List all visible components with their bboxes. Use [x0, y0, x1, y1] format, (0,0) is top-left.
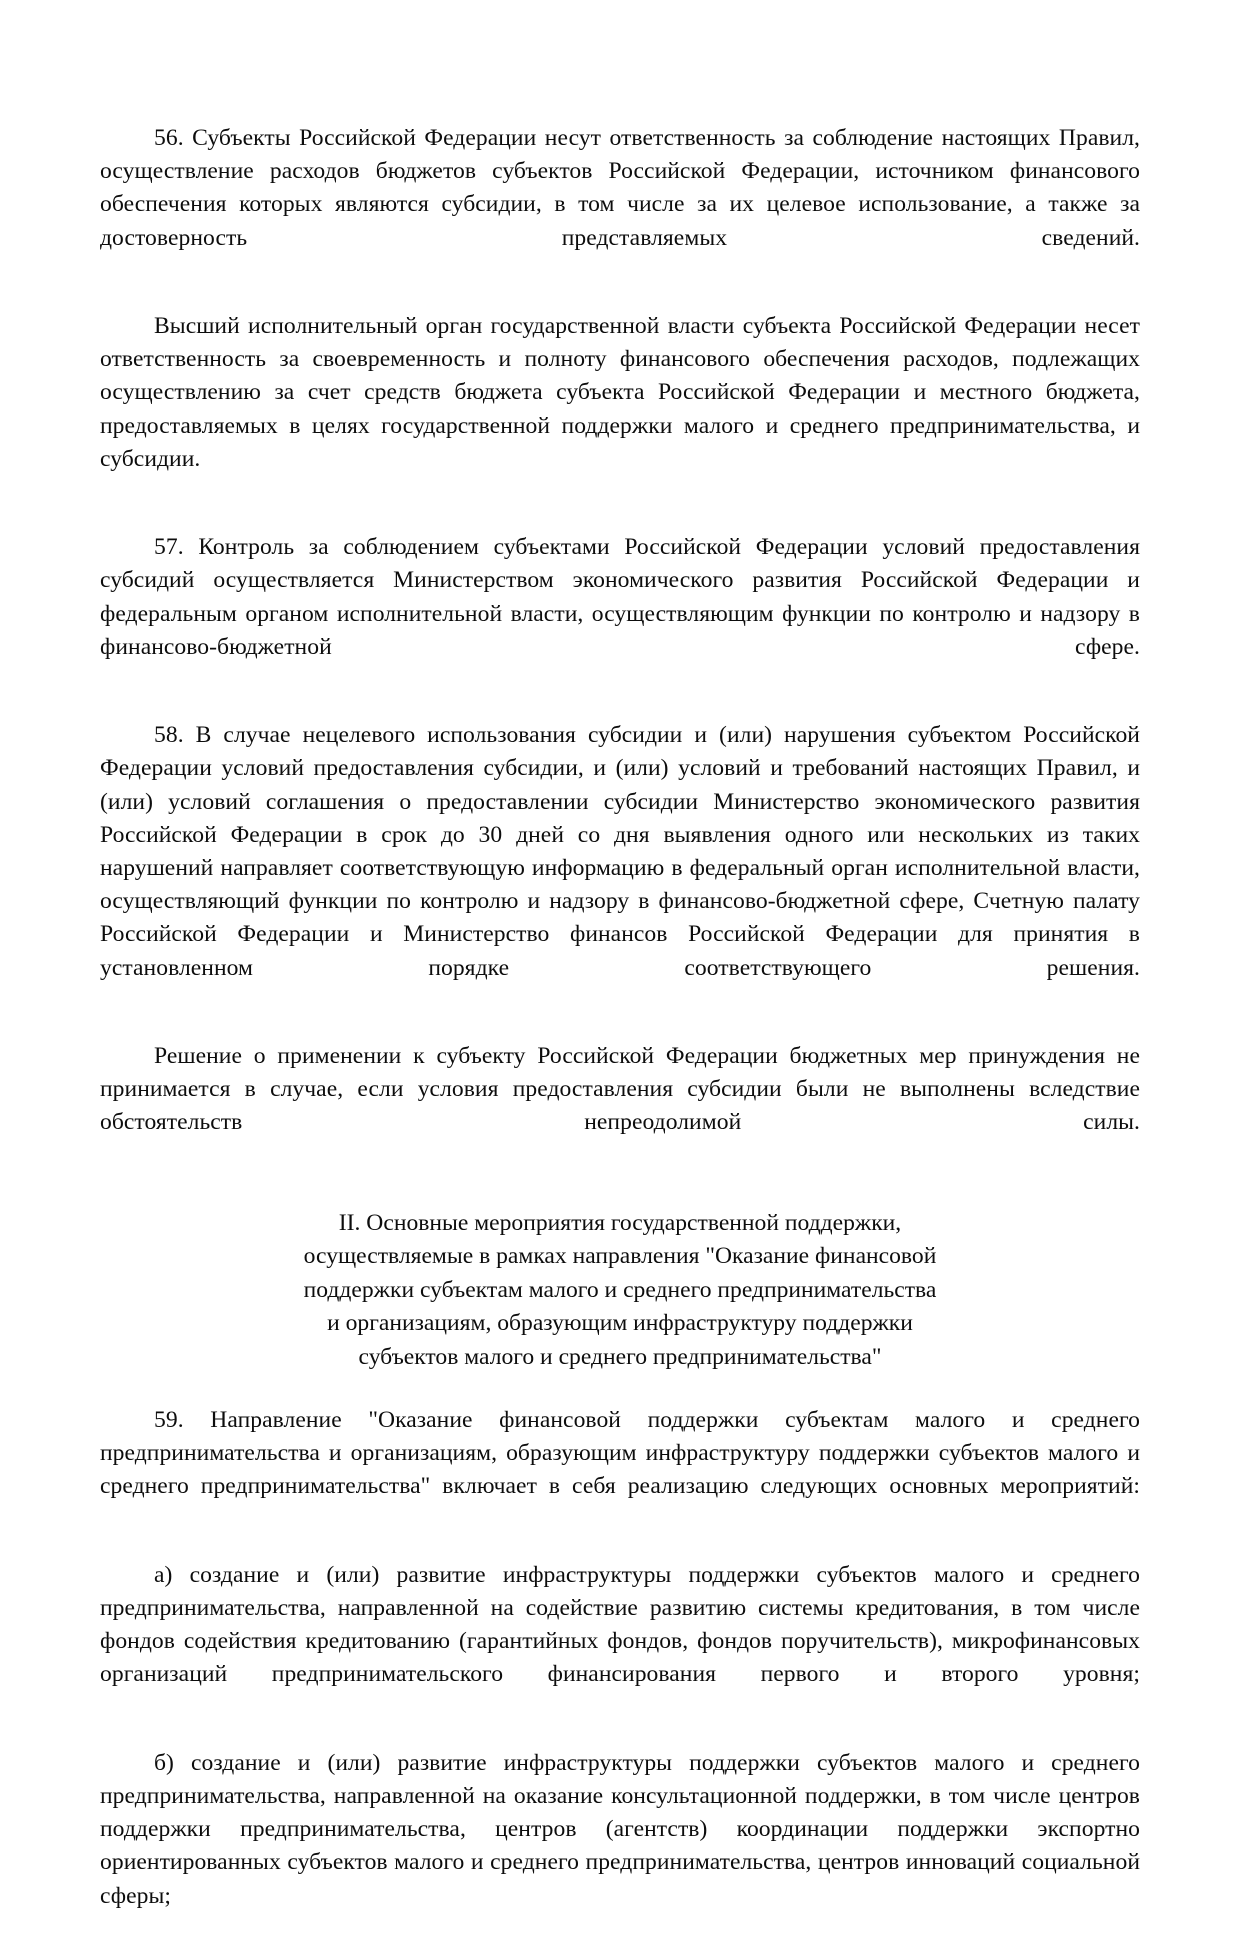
paragraph-58: 58. В случае нецелевого использования субсидии и (или) нарушения субъектом Российской Федерации условий предоставления субсидии, и (или) условий и требований настоящих Правил, и (или) условий соглашения о предоставлении субсидии Министерство экономического развития Российской Федерации в срок до 30 дней со дня выявления одного или нескольких из таких нарушений направляет соответствующую информацию в федеральный орган исполнительной власти, осуществляющий функции по контролю и надзору в финансово-бюджетной сфере, Счетную палату Российской Федерации и Министерство финансов Российской Федерации для принятия в установленном порядке соответствующего решения.	[100, 722, 1140, 981]
section-heading-line-2: осуществляемые в рамках направления "Оказание финансовой	[303, 1243, 937, 1270]
section-heading-line-3: поддержки субъектам малого и среднего предпринимательства	[303, 1276, 937, 1303]
section-heading-line-1: II. Основные мероприятия государственной поддержки,	[338, 1209, 902, 1236]
section-heading	[100, 1207, 1140, 1374]
paragraph-59: 59. Направление "Оказание финансовой поддержки субъектам малого и среднего предпринимательства и организациям, образующим инфраструктуру поддержки субъектов малого и среднего предпринимательства" включает в себя реализацию следующих основных мероприятий:	[100, 1406, 1140, 1500]
paragraph-59-item-a: а) создание и (или) развитие инфраструктуры поддержки субъектов малого и среднего предпринимательства, направленной на содействие развитию системы кредитования, в том числе фондов содействия кредитованию (гарантийных фондов, фондов поручительств), микрофинансовых организаций предпринимательского финансирования первого и второго уровня;	[100, 1561, 1140, 1688]
paragraph-56: 56. Субъекты Российской Федерации несут ответственность за соблюдение настоящих Правил, осуществление расходов бюджетов субъектов Российской Федерации, источником финансового обеспечения которых являются субсидии, в том числе за их целевое использование, а также за достоверность представляемых сведений.	[100, 125, 1140, 251]
section-heading-line-5: субъектов малого и среднего предпринимательства"	[358, 1343, 882, 1370]
paragraph-56-continued: Высший исполнительный орган государственной власти субъекта Российской Федерации несет ответственность за своевременность и полноту финансового обеспечения расходов, подлежащих осуществлению за счет средств бюджета субъекта Российской Федерации и местного бюджета, предоставляемых в целях государственной поддержки малого и среднего предпринимательства, и субсидии.	[100, 313, 1140, 472]
section-heading-line-4: и организациям, образующим инфраструктуру поддержки	[327, 1310, 913, 1337]
paragraph-58-continued: Решение о применении к субъекту Российской Федерации бюджетных мер принуждения не принимается в случае, если условия предоставления субсидии были не выполнены вследствие обстоятельств непреодолимой силы.	[100, 1043, 1140, 1136]
document-body	[100, 122, 1140, 1946]
paragraph-57: 57. Контроль за соблюдением субъектами Российской Федерации условий предоставления субсидий осуществляется Министерством экономического развития Российской Федерации и федеральным органом исполнительной власти, осуществляющим функции по контролю и надзору в финансово-бюджетной сфере.	[100, 534, 1140, 660]
paragraph-59-item-b: б) создание и (или) развитие инфраструктуры поддержки субъектов малого и среднего предпринимательства, направленной на оказание консультационной поддержки, в том числе центров поддержки предпринимательства, центров (агентств) координации поддержки экспортно ориентированных субъектов малого и среднего предпринимательства, центров инноваций социальной сферы;	[100, 1749, 1140, 1909]
